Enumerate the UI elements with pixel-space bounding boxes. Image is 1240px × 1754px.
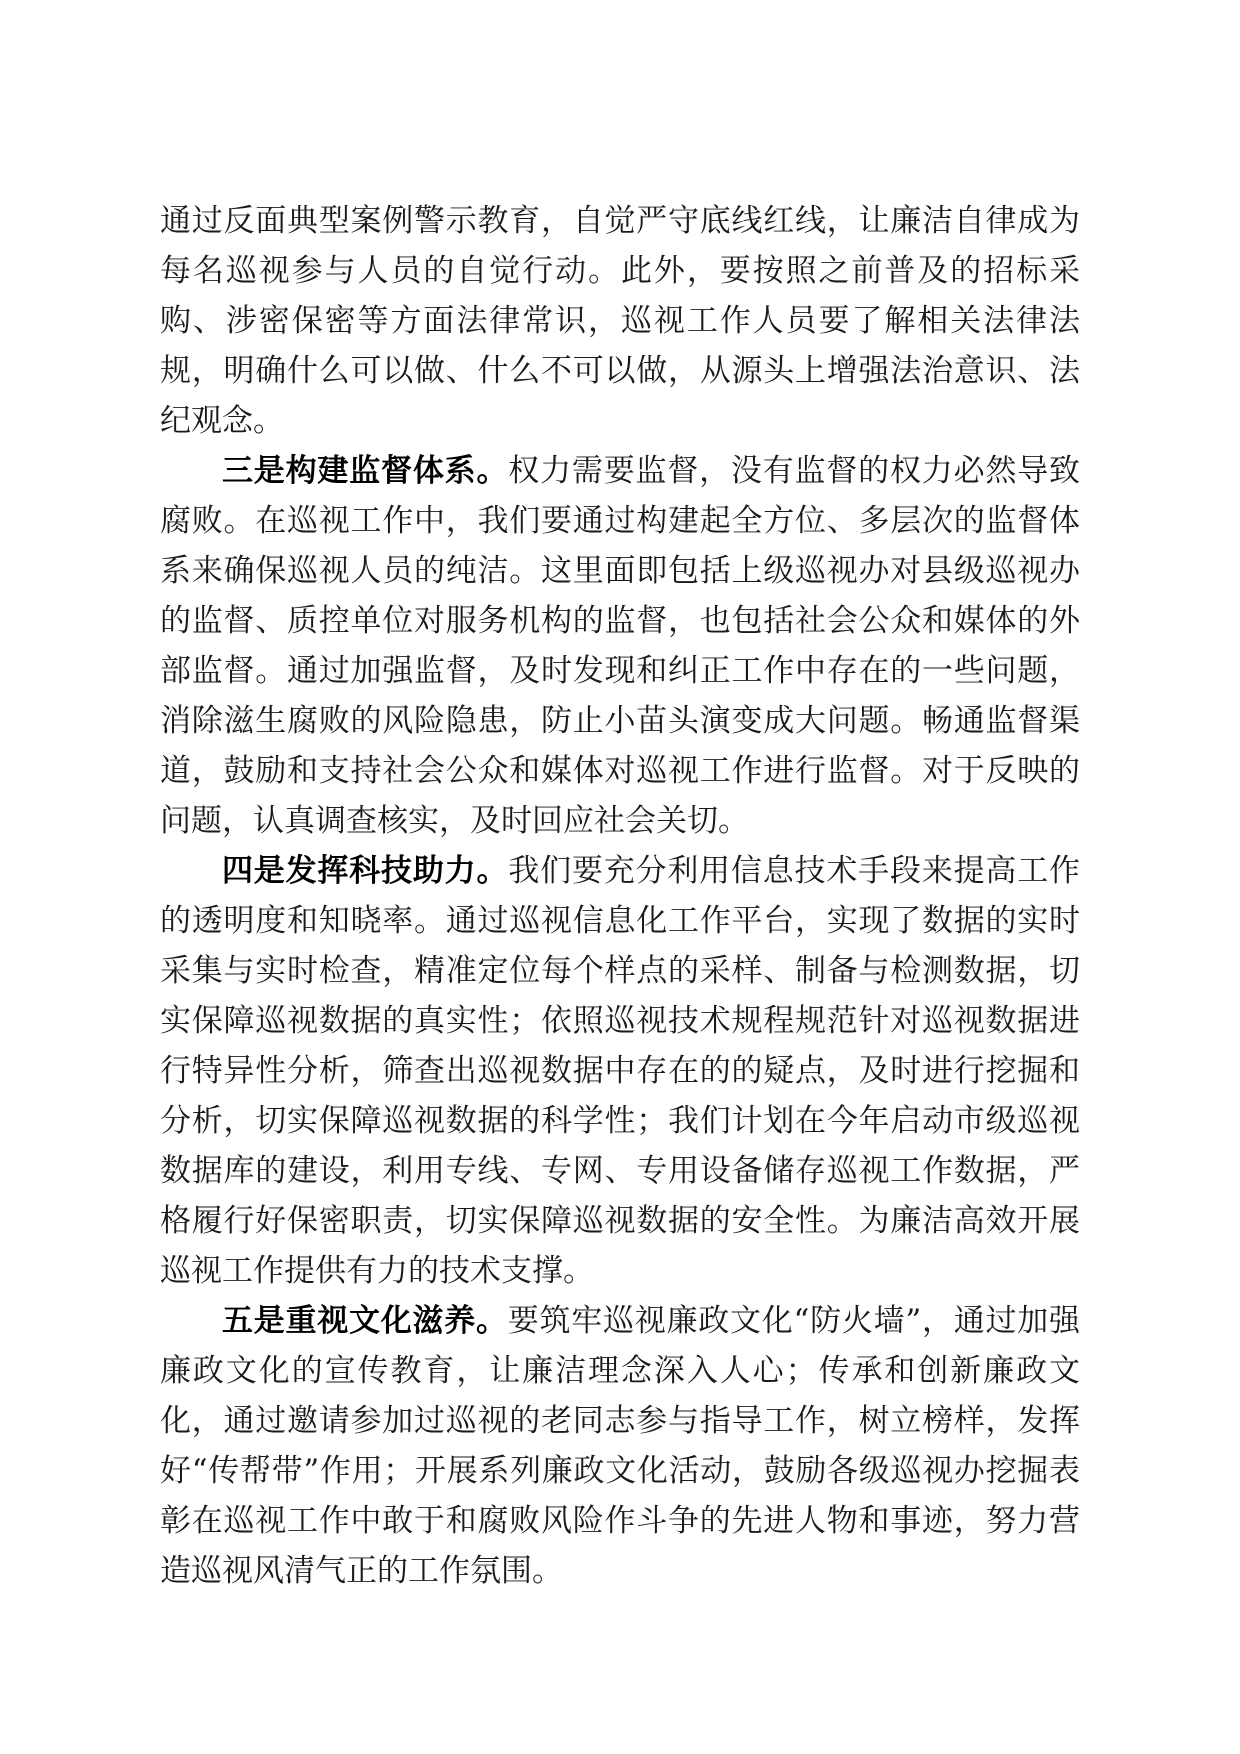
paragraph-supervision-system bbox=[160, 446, 1080, 846]
paragraph-text: 要筑牢巡视廉政文化“防火墙”，通过加强廉政文化的宣传教育，让廉洁理念深入人心；传承和创新廉政文化，通过邀请参加过巡视的老同志参与指导工作，树立榜样，发挥好“传帮带”作用；开展系列廉政文化活动，鼓励各级巡视办挖掘表彰在巡视工作中敢于和腐败风险作斗争的先进人物和事迹，努力营造巡视风清气正的工作氛围。 bbox=[160, 1303, 1080, 1589]
paragraph-text: 权力需要监督，没有监督的权力必然导致腐败。在巡视工作中，我们要通过构建起全方位、多层次的监督体系来确保巡视人员的纯洁。这里面即包括上级巡视办对县级巡视办的监督、质控单位对服务机构的监督，也包括社会公众和媒体的外部监督。通过加强监督，及时发现和纠正工作中存在的一些问题，消除滋生腐败的风险隐患，防止小苗头演变成大问题。畅通监督渠道，鼓励和支持社会公众和媒体对巡视工作进行监督。对于反映的问题，认真调查核实，及时回应社会关切。 bbox=[160, 453, 1081, 839]
paragraph-text: 通过反面典型案例警示教育，自觉严守底线红线，让廉洁自律成为每名巡视参与人员的自觉行动。此外，要按照之前普及的招标采购、涉密保密等方面法律常识，巡视工作人员要了解相关法律法规，明确什么可以做、什么不可以做，从源头上增强法治意识、法纪观念。 bbox=[160, 203, 1080, 439]
document-body bbox=[160, 196, 1080, 1596]
paragraph-technology-support bbox=[160, 846, 1080, 1296]
paragraph-culture-nourishment bbox=[160, 1296, 1080, 1596]
paragraph-text: 我们要充分利用信息技术手段来提高工作的透明度和知晓率。通过巡视信息化工作平台，实现了数据的实时采集与实时检查，精准定位每个样点的采样、制备与检测数据，切实保障巡视数据的真实性；依照巡视技术规程规范针对巡视数据进行特异性分析，筛查出巡视数据中存在的的疑点，及时进行挖掘和分析，切实保障巡视数据的科学性；我们计划在今年启动市级巡视数据库的建设，利用专线、专网、专用设备储存巡视工作数据，严格履行好保密职责，切实保障巡视数据的安全性。为廉洁高效开展巡视工作提供有力的技术支撑。 bbox=[160, 853, 1081, 1289]
paragraph-heading: 五是重视文化滋养。 bbox=[222, 1303, 508, 1339]
paragraph-heading: 三是构建监督体系。 bbox=[222, 453, 509, 489]
paragraph-heading: 四是发挥科技助力。 bbox=[222, 853, 509, 889]
paragraph-continuation bbox=[160, 196, 1080, 446]
